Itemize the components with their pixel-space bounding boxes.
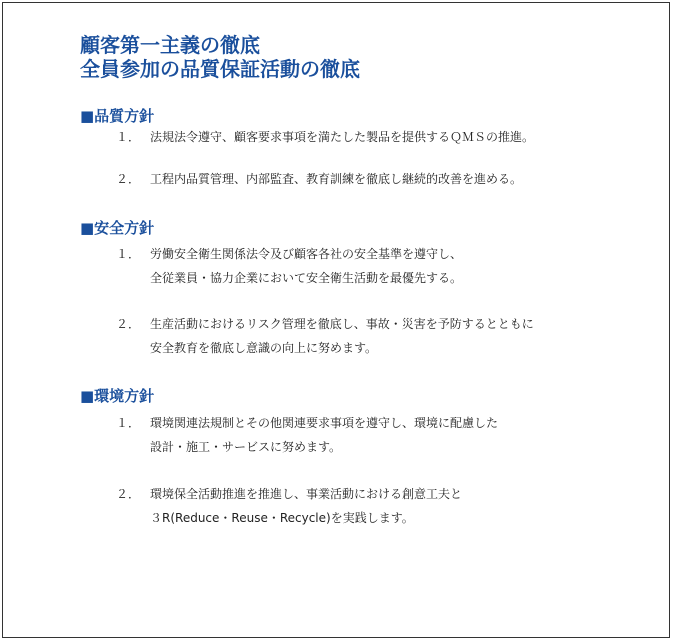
list-item [116,482,646,530]
item-text-line-2: 安全教育を徹底し意識の向上に努めます。 [150,341,378,355]
list-item [116,125,646,149]
item-text-line-1: 労働安全衛生関係法令及び顧客各社の安全基準を遵守し、 [150,247,463,261]
item-text-line-2: ３R(Reduce・Reuse・Recycle)を実践します。 [150,511,414,525]
headline-line-2: 全員参加の品質保証活動の徹底 [80,57,360,81]
headline-line-1: 顧客第一主義の徹底 [80,33,260,57]
list-item [116,242,646,290]
item-text: 法規法令遵守、顧客要求事項を満たした製品を提供するＱＭＳの推進。 [150,130,535,144]
item-text-line-1: 環境保全活動推進を推進し、事業活動における創意工夫と [150,487,463,501]
item-text: 工程内品質管理、内部監査、教育訓練を徹底し継続的改善を進める。 [150,172,523,186]
section-heading-safety: ■安全方針 [80,219,155,237]
item-number: ２． [116,487,141,501]
item-number: １． [116,247,141,261]
section-heading-environment: ■環境方針 [80,387,155,405]
item-number: １． [116,416,141,430]
headline [80,33,650,81]
item-number: １． [116,130,141,144]
policy-content [80,33,650,525]
item-text-line-2: 全従業員・協力企業において安全衛生活動を最優先する。 [150,271,463,285]
item-text-line-2: 設計・施工・サービスに努めます。 [150,440,342,454]
item-number: ２． [116,317,141,331]
item-text-line-1: 環境関連法規制とその他関連要求事項を遵守し、環境に配慮した [150,416,499,430]
list-item [116,312,646,360]
list-item [116,167,646,191]
item-text-line-1: 生産活動におけるリスク管理を徹底し、事故・災害を予防するとともに [150,317,534,331]
item-number: ２． [116,172,141,186]
list-item [116,411,646,459]
section-heading-quality: ■品質方針 [80,107,155,125]
